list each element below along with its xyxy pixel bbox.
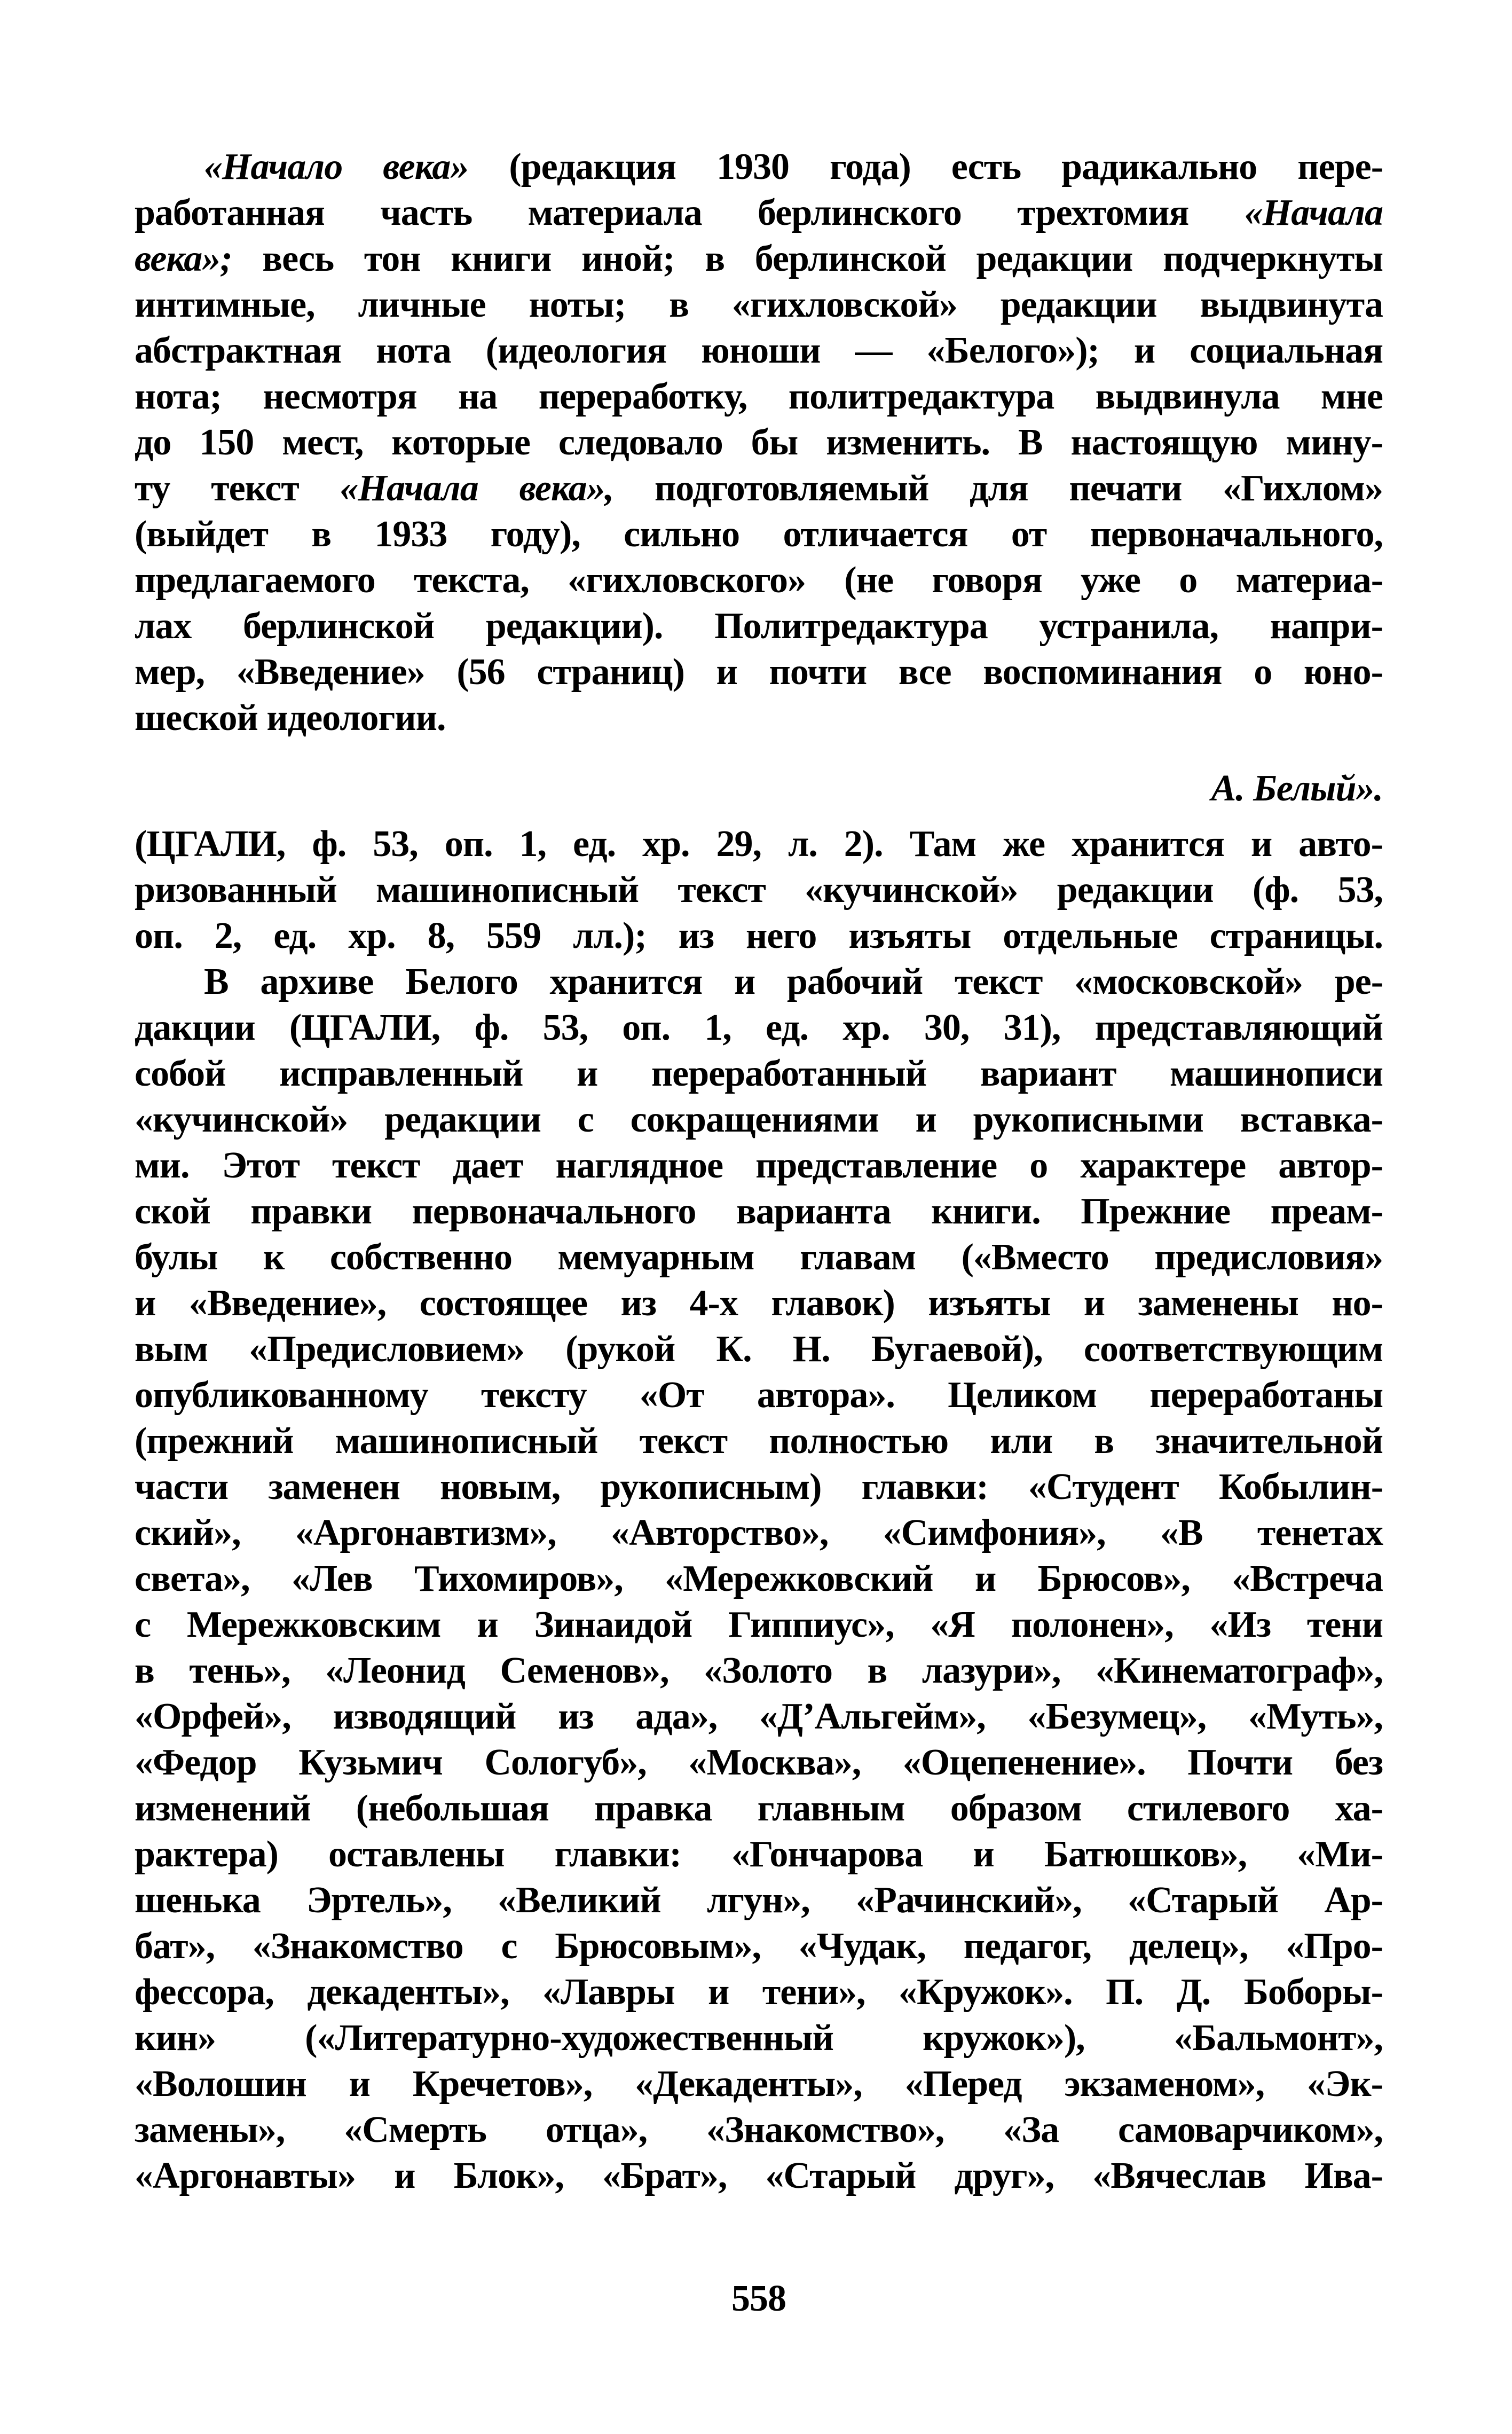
text-segment: ми. Этот текст дает наглядное представление о характере автор-	[135, 1145, 1383, 1186]
text-segment: (выйдет в 1933 году), сильно отличается от первоначального,	[135, 514, 1383, 555]
text-segment: ский», «Аргонавтизм», «Авторство», «Симфония», «В тенетах	[135, 1512, 1383, 1553]
text-segment: собой исправленный и переработанный вариант машинописи	[135, 1053, 1383, 1094]
page-number: 558	[731, 2278, 786, 2319]
text-line	[135, 1923, 1383, 1969]
text-segment: и «Введение», состоящее из 4-х главок) изъяты и заменены но-	[135, 1283, 1383, 1324]
text-line	[135, 1005, 1383, 1051]
text-line	[135, 1969, 1383, 2015]
text-line	[135, 2107, 1383, 2153]
italic-text-segment: «Начала	[1244, 192, 1383, 233]
text-segment: вым «Предисловием» (рукой К. Н. Бугаевой), соответствующим	[135, 1329, 1383, 1370]
text-segment: ризованный машинописный текст «кучинской» редакции (ф. 53,	[135, 869, 1383, 910]
text-segment: с Мережковским и Зинаидой Гиппиус», «Я полонен», «Из тени	[135, 1604, 1383, 1645]
text-segment: ту текст	[135, 468, 340, 509]
text-line	[135, 512, 1383, 558]
text-segment: кин» («Литературно-художественный кружок»), «Бальмонт»,	[135, 2017, 1383, 2059]
text-segment: до 150 мест, которые следовало бы изменить. В настоящую мину-	[135, 422, 1383, 463]
text-line	[135, 2061, 1383, 2107]
text-line	[135, 1418, 1383, 1464]
text-line	[135, 1464, 1383, 1510]
text-segment: нота; несмотря на переработку, политредактура выдвинула мне	[135, 376, 1383, 417]
text-segment: предлагаемого текста, «гихловского» (не говоря уже о материа-	[135, 560, 1383, 601]
text-segment: «Федор Кузьмич Сологуб», «Москва», «Оцепенение». Почти без	[135, 1742, 1383, 1783]
text-segment: булы к собственно мемуарным главам («Вместо предисловия»	[135, 1237, 1383, 1278]
text-segment: ской правки первоначального варианта книги. Прежние преам-	[135, 1191, 1383, 1232]
text-line	[135, 1556, 1383, 1602]
text-segment: работанная часть материала берлинского трехтомия	[135, 192, 1245, 233]
text-segment: В архиве Белого хранится и рабочий текст «московской» ре-	[204, 961, 1383, 1002]
text-line	[135, 1694, 1383, 1740]
text-line	[135, 1143, 1383, 1189]
text-segment: замены», «Смерть отца», «Знакомство», «За самоварчиком»,	[135, 2109, 1383, 2150]
text-line	[135, 1510, 1383, 1556]
text-line	[135, 2015, 1383, 2061]
text-line	[135, 236, 1383, 282]
text-line	[135, 1878, 1383, 1923]
text-segment: лах берлинской редакции). Политредактура устранила, напри-	[135, 606, 1383, 647]
text-line	[135, 766, 1383, 812]
text-line	[135, 959, 1383, 1005]
text-segment: «Аргонавты» и Блок», «Брат», «Старый друг», «Вячеслав Ива-	[135, 2155, 1383, 2196]
text-segment: рактера) оставлены главки: «Гончарова и Батюшков», «Ми-	[135, 1834, 1383, 1875]
text-line	[135, 466, 1383, 512]
main-text-block	[135, 144, 1383, 2199]
text-segment: в тень», «Леонид Семенов», «Золото в лазури», «Кинематограф»,	[135, 1650, 1383, 1691]
text-segment: бат», «Знакомство с Брюсовым», «Чудак, педагог, делец», «Про-	[135, 1926, 1383, 1967]
text-segment: фессора, декаденты», «Лавры и тени», «Кружок». П. Д. Боборы-	[135, 1972, 1383, 2013]
text-line	[135, 1740, 1383, 1786]
text-line	[135, 420, 1383, 466]
text-line	[135, 603, 1383, 649]
text-line	[135, 558, 1383, 603]
text-segment: дакции (ЦГАЛИ, ф. 53, оп. 1, ед. хр. 30, 31), представляющий	[135, 1007, 1383, 1048]
text-segment: интимные, личные ноты; в «гихловской» редакции выдвинута	[135, 284, 1383, 325]
text-line	[135, 1326, 1383, 1372]
text-line	[135, 328, 1383, 374]
text-segment: мер, «Введение» (56 страниц) и почти все воспоминания о юно-	[135, 651, 1383, 693]
text-line	[135, 649, 1383, 695]
italic-text-segment: «Начало века»	[204, 146, 469, 187]
text-segment: (прежний машинописный текст полностью или в значительной	[135, 1420, 1383, 1462]
text-line	[135, 1786, 1383, 1832]
italic-text-segment: века»;	[135, 238, 232, 279]
text-segment: света», «Лев Тихомиров», «Мережковский и Брюсов», «Встреча	[135, 1558, 1383, 1599]
text-line	[135, 374, 1383, 420]
text-line	[135, 821, 1383, 867]
text-line	[135, 1281, 1383, 1326]
text-segment: подготовляемый для печати «Гихлом»	[613, 468, 1383, 509]
text-line	[135, 913, 1383, 959]
italic-text-segment: А. Белый».	[1211, 768, 1383, 809]
text-segment: части заменен новым, рукописным) главки: «Студент Кобылин-	[135, 1466, 1383, 1507]
text-line	[135, 1372, 1383, 1418]
text-segment: опубликованному тексту «От автора». Целиком переработаны	[135, 1375, 1383, 1416]
text-line	[135, 1189, 1383, 1235]
text-segment: шенька Эртель», «Великий лгун», «Рачинский», «Старый Ар-	[135, 1880, 1383, 1921]
text-segment: оп. 2, ед. хр. 8, 559 лл.); из него изъяты отдельные страницы.	[135, 915, 1383, 956]
text-line	[135, 1235, 1383, 1281]
text-segment: весь тон книги иной; в берлинской редакции подчеркнуты	[232, 238, 1383, 279]
italic-text-segment: «Начала века»,	[340, 468, 614, 509]
text-line	[135, 1648, 1383, 1694]
text-line	[135, 867, 1383, 913]
text-segment: шеской идеологии.	[135, 697, 446, 739]
text-segment: «кучинской» редакции с сокращениями и рукописными вставка-	[135, 1099, 1383, 1140]
text-line	[135, 190, 1383, 236]
text-segment: изменений (небольшая правка главным образом стилевого ха-	[135, 1788, 1383, 1829]
text-line	[135, 1051, 1383, 1097]
text-line	[135, 1602, 1383, 1648]
text-segment: абстрактная нота (идеология юноши — «Белого»); и социальная	[135, 330, 1383, 371]
text-segment: (ЦГАЛИ, ф. 53, оп. 1, ед. хр. 29, л. 2). Там же хранится и авто-	[135, 823, 1383, 865]
text-segment: «Волошин и Кречетов», «Декаденты», «Перед экзаменом», «Эк-	[135, 2063, 1383, 2105]
text-line	[135, 1832, 1383, 1878]
text-segment: «Орфей», изводящий из ада», «Д’Альгейм», «Безумец», «Муть»,	[135, 1696, 1383, 1737]
text-line	[135, 2153, 1383, 2199]
text-line	[135, 144, 1383, 190]
text-line	[135, 695, 1383, 741]
text-segment: (редакция 1930 года) есть радикально пере-	[468, 146, 1383, 187]
text-line	[135, 1097, 1383, 1143]
text-line	[135, 282, 1383, 328]
